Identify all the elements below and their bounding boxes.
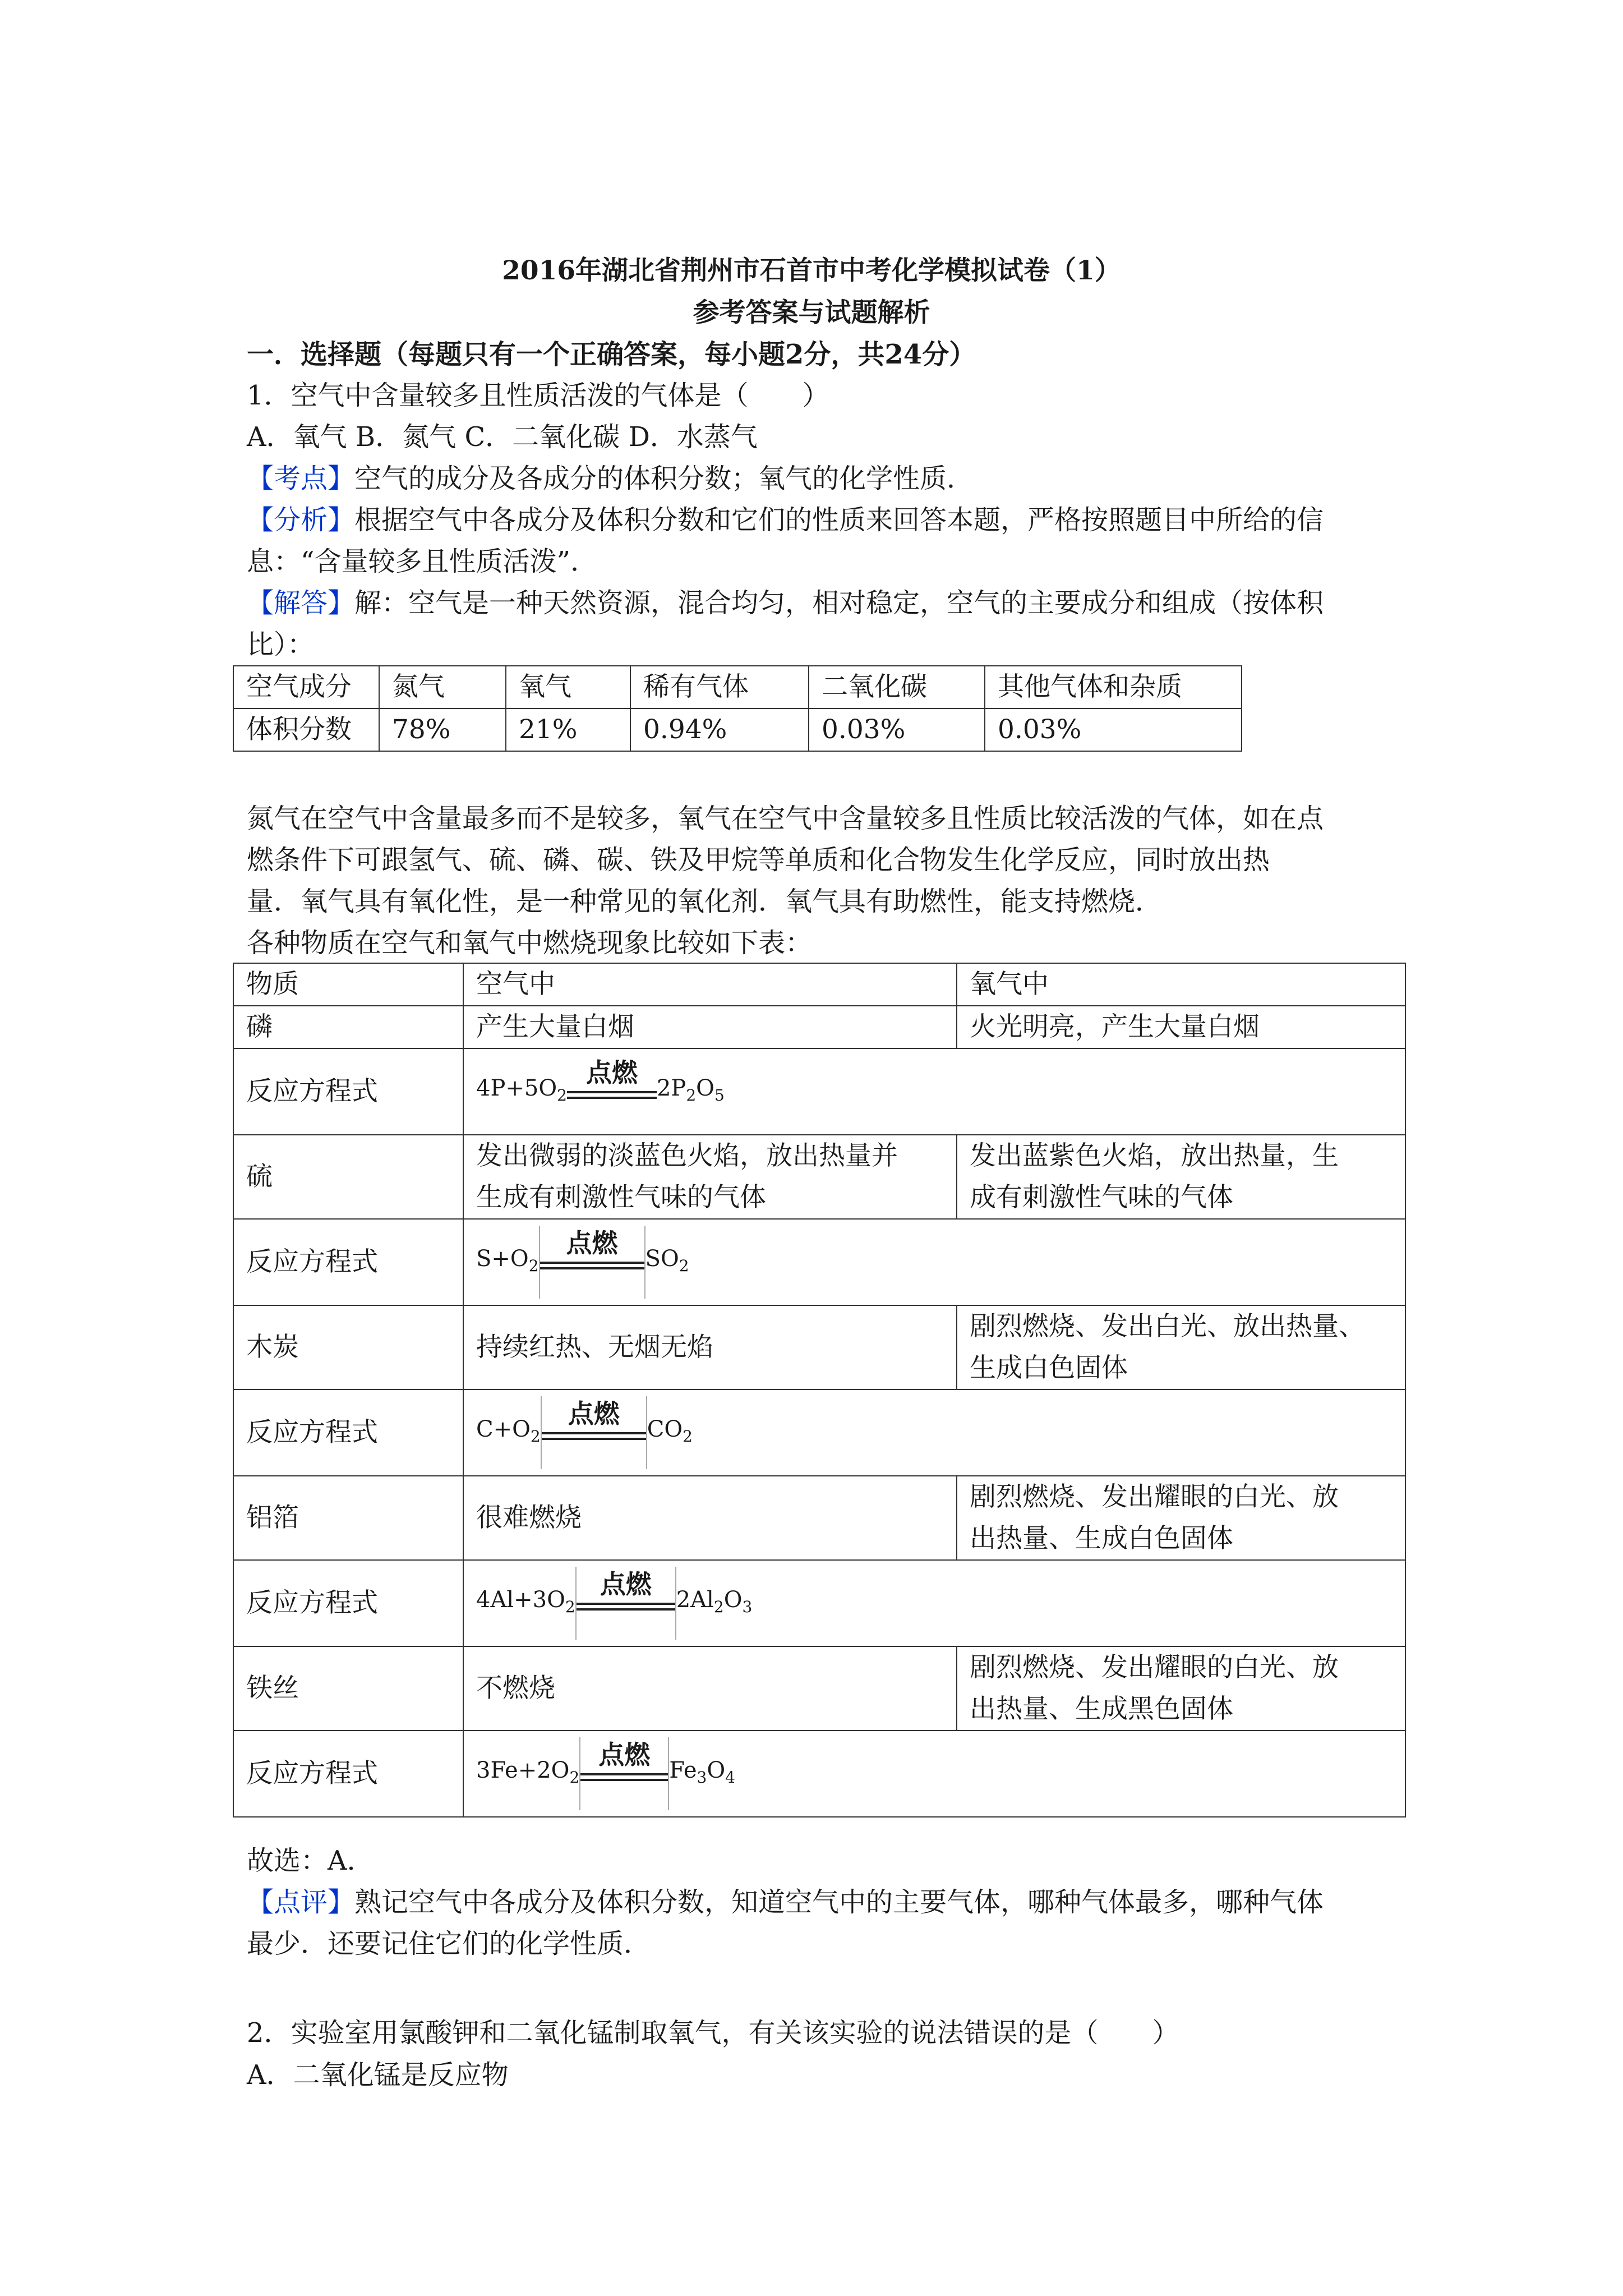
equation-cell [463,1048,1405,1135]
equation-label: 反应方程式 [233,1219,463,1305]
air-composition-table [233,665,1242,752]
equation-label: 反应方程式 [233,1560,463,1646]
combustion-table [233,963,1406,1818]
table-cell: 体积分数 [233,708,379,751]
table-cell: 二氧化碳 [809,666,985,708]
table-header-cell: 物质 [233,963,463,1006]
kaodian-line [247,457,974,495]
table-row [233,1646,1405,1731]
table-row [233,1219,1405,1305]
air-phenomenon: 发出微弱的淡蓝色火焰，放出热量并 生成有刺激性气味的气体 [463,1135,957,1219]
condition-label: 点燃 [585,1057,638,1088]
table-row [233,1476,1405,1560]
kaodian-tag: 【考点】 [247,463,355,494]
condition-mark [539,1226,645,1299]
aluminum-equation: $4Al+3O_2$ 点燃 $2Al_2O_3$ [476,1567,1393,1640]
table-cell: 氮气 [379,666,506,708]
air-phenomenon: 很难燃烧 [463,1476,957,1560]
table-row [233,1006,1405,1048]
equation-label: 反应方程式 [233,1389,463,1476]
table-row [233,708,1242,751]
table-row [233,963,1405,1006]
table-row [233,666,1242,708]
table-row [233,1135,1405,1219]
equation-label: 反应方程式 [233,1048,463,1135]
oxygen-phenomenon: 剧烈燃烧、发出耀眼的白光、放 出热量、生成白色固体 [957,1476,1405,1560]
jieda-text-1: 解：空气是一种天然资源，混合均匀，相对稳定，空气的主要成分和组成（按体积 [354,587,1324,619]
table-row [233,1389,1405,1476]
table-cell: 0.03% [985,708,1242,751]
equation-cell [463,1560,1405,1646]
air-phenomenon: 产生大量白烟 [463,1006,957,1048]
jieda-text-2: 比）： [247,629,315,660]
substance-name: 磷 [233,1006,463,1048]
section-heading: 一．选择题（每题只有一个正确答案，每小题2分，共24分） [247,339,976,370]
equation-cell [463,1731,1405,1817]
table-row [233,1731,1405,1817]
table-cell: 其他气体和杂质 [985,666,1242,708]
table-cell: 稀有气体 [630,666,809,708]
table-row [233,1560,1405,1646]
jieda-tag: 【解答】 [247,587,355,619]
table-header-cell: 氧气中 [957,963,1405,1006]
question-1-stem: 1．空气中含量较多且性质活泼的气体是（ ） [247,380,829,411]
answer-line: 故选：A． [247,1845,374,1876]
oxygen-phenomenon: 火光明亮，产生大量白烟 [957,1006,1405,1048]
air-phenomenon: 不燃烧 [463,1646,957,1731]
table-cell: 0.94% [630,708,809,751]
carbon-equation: $C+O_2$ 点燃 $CO_2$ [476,1396,1393,1469]
paragraph-line: 燃条件下可跟氢气、硫、磷、碳、铁及甲烷等单质和化合物发生化学反应，同时放出热 [247,844,1270,876]
condition-label: 点燃 [568,1398,620,1429]
sulfur-equation: $S+O_2$ 点燃 $SO_2$ [476,1226,1393,1299]
table-row [233,1048,1405,1135]
exam-title: 2016年湖北省荆州市石首市中考化学模拟试卷（1） [502,255,1121,286]
equation-cell [463,1389,1405,1476]
kaodian-text: 空气的成分及各成分的体积分数；氧气的化学性质． [354,463,974,494]
equation-label: 反应方程式 [233,1731,463,1817]
dianping-text-1: 熟记空气中各成分及体积分数，知道空气中的主要气体，哪种气体最多，哪种气体 [354,1887,1324,1918]
substance-name: 铁丝 [233,1646,463,1731]
dianping-tag: 【点评】 [247,1887,355,1918]
condition-mark [541,1396,647,1469]
paragraph-line: 量．氧气具有氧化性，是一种常见的氧化剂．氧气具有助燃性，能支持燃烧． [247,886,1163,917]
oxygen-phenomenon: 剧烈燃烧、发出白光、放出热量、 生成白色固体 [957,1305,1405,1389]
fenxi-text-1: 根据空气中各成分及体积分数和它们的性质来回答本题，严格按照题目中所给的信 [354,504,1324,536]
substance-name: 铝箔 [233,1476,463,1560]
fenxi-line [247,498,1324,537]
condition-mark [567,1055,657,1128]
question-2-stem: 2．实验室用氯酸钾和二氧化锰制取氧气，有关该实验的说法错误的是（ ） [247,2017,1179,2049]
condition-label: 点燃 [600,1569,652,1599]
fenxi-tag: 【分析】 [247,504,355,536]
condition-label: 点燃 [598,1740,651,1770]
table-cell: 空气成分 [233,666,379,708]
table-cell: 0.03% [809,708,985,751]
condition-mark [575,1567,676,1640]
equation-cell [463,1219,1405,1305]
oxygen-phenomenon: 发出蓝紫色火焰，放出热量，生 成有刺激性气味的气体 [957,1135,1405,1219]
phosphorus-equation: $4P+5O_2$ 点燃 $2P_2O_5$ [476,1055,1393,1128]
paragraph-line: 氮气在空气中含量最多而不是较多，氧气在空气中含量较多且性质比较活泼的气体，如在点 [247,803,1324,834]
table-header-cell: 空气中 [463,963,957,1006]
table-cell: 21% [506,708,630,751]
oxygen-phenomenon: 剧烈燃烧、发出耀眼的白光、放 出热量、生成黑色固体 [957,1646,1405,1731]
paragraph-line: 各种物质在空气和氧气中燃烧现象比较如下表： [247,927,813,959]
table-cell: 氧气 [506,666,630,708]
condition-mark [579,1737,669,1810]
jieda-line [247,581,1324,620]
iron-equation: $3Fe+2O_2$ 点燃 $Fe_3O_4$ [476,1737,1393,1810]
air-phenomenon: 持续红热、无烟无焰 [463,1305,957,1389]
fenxi-text-2: 息：“含量较多且性质活泼”． [247,546,598,577]
substance-name: 硫 [233,1135,463,1219]
condition-label: 点燃 [566,1228,618,1258]
question-2-option-a: A．二氧化锰是反应物 [247,2059,509,2091]
substance-name: 木炭 [233,1305,463,1389]
exam-subtitle: 参考答案与试题解析 [693,297,930,328]
question-1-options: A．氧气 B．氮气 C．二氧化碳 D．水蒸气 [247,421,758,453]
dianping-line [247,1880,1324,1919]
table-cell: 78% [379,708,506,751]
table-row [233,1305,1405,1389]
dianping-text-2: 最少．还要记住它们的化学性质． [247,1928,651,1959]
